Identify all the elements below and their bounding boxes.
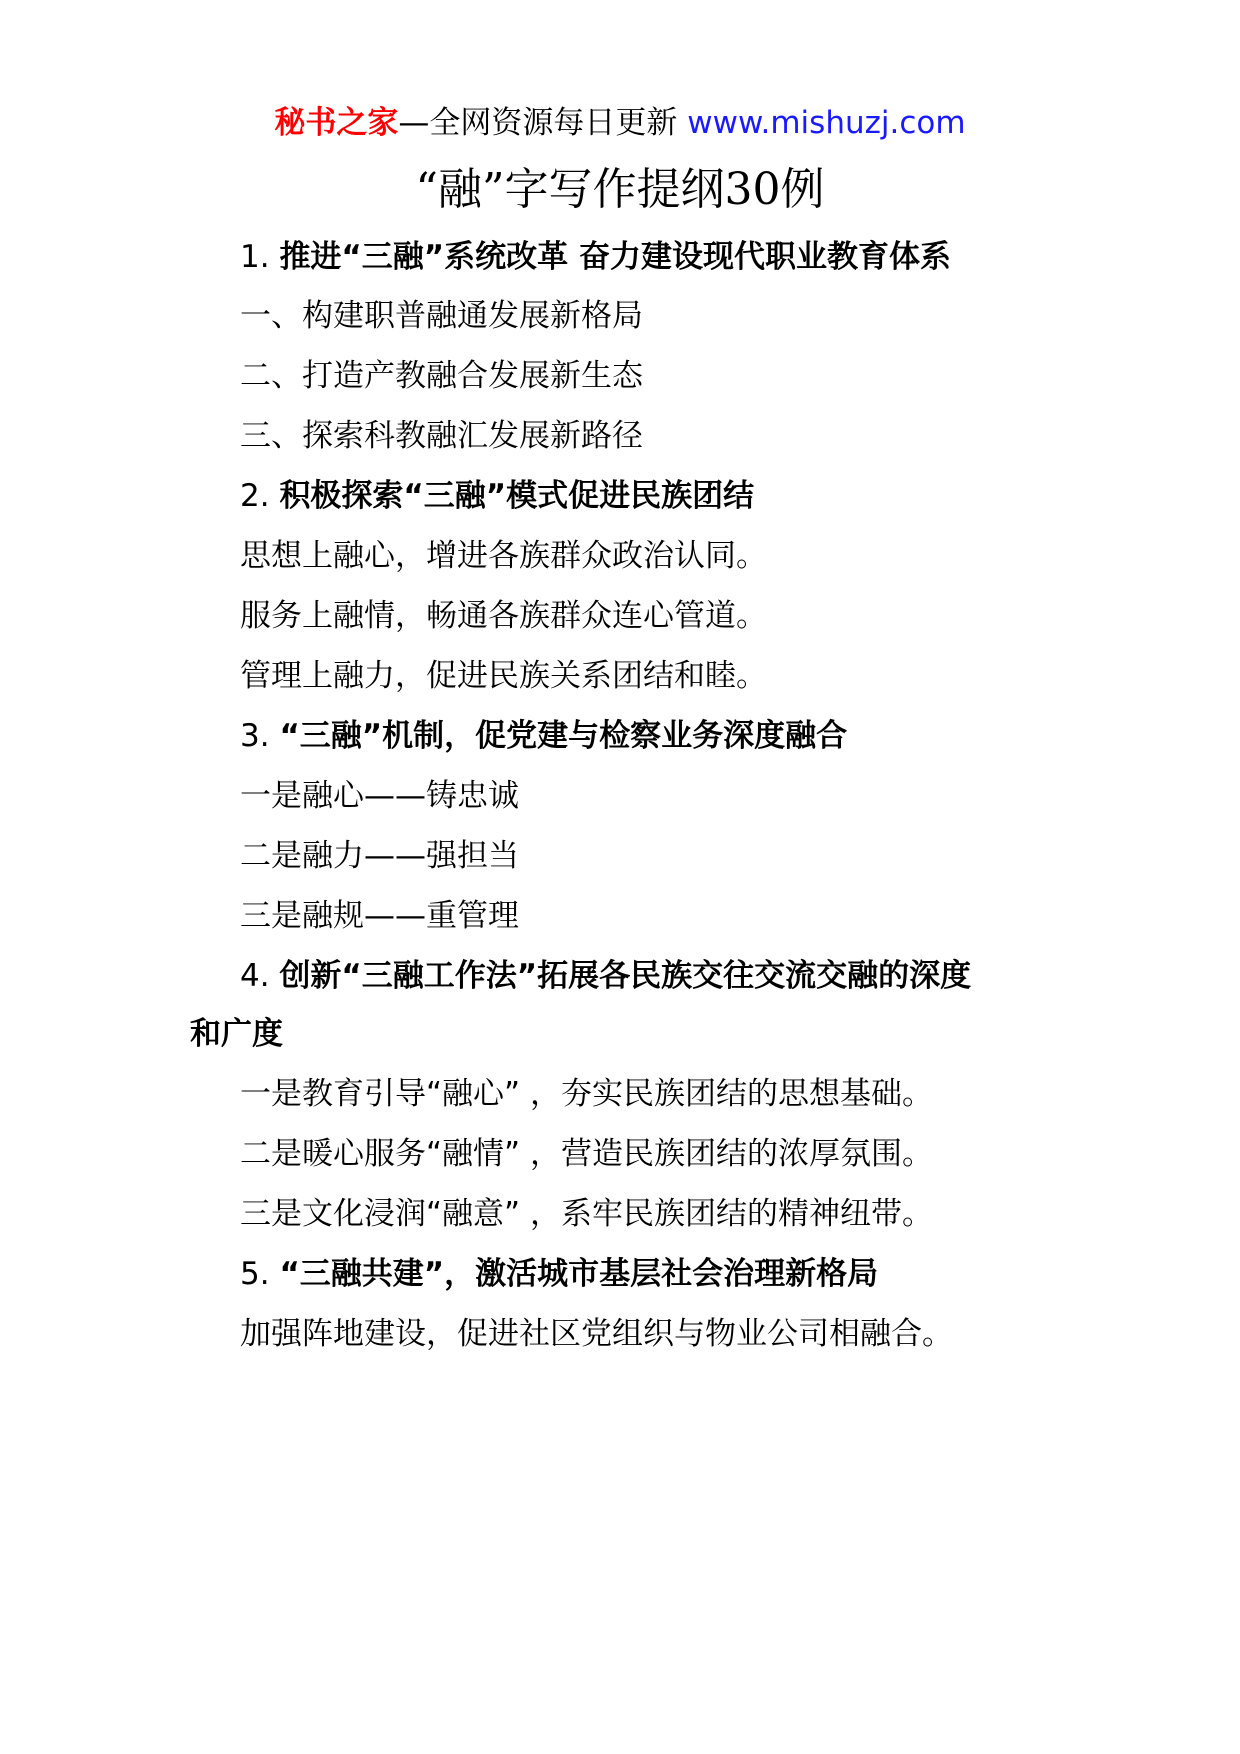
section-heading-text: “三融”机制，促党建与检察业务深度融合 [279,718,848,754]
section-heading-text: “三融共建”，激活城市基层社会治理新格局 [279,1256,879,1292]
section-heading [240,475,754,517]
section-heading-text: 创新“三融工作法”拓展各民族交往交流交融的深度 [279,958,972,994]
list-item: 一是融心——铸忠诚 [240,778,519,814]
section-heading [240,1253,878,1295]
section-number: 4. [240,958,280,994]
list-item: 三是文化浸润“融意” ，系牢民族团结的精神纽带。 [240,1196,933,1232]
list-item: 一、构建职普融通发展新格局 [240,298,643,334]
section-number: 3. [240,718,280,754]
list-item: 服务上融情，畅通各族群众连心管道。 [240,598,767,634]
list-item: 一是教育引导“融心” ，夯实民族团结的思想基础。 [240,1076,933,1112]
list-item: 三是融规——重管理 [240,898,519,934]
section-heading [240,715,847,757]
list-item: 管理上融力，促进民族关系团结和睦。 [240,658,767,694]
section-number: 2. [240,478,280,514]
list-item: 二、打造产教融合发展新生态 [240,358,643,394]
document-title: “融”字写作提纲30例 [415,164,825,215]
section-heading-text: 积极探索“三融”模式促进民族团结 [279,478,755,514]
list-item: 二是融力——强担当 [240,838,519,874]
site-url-link[interactable]: www.mishuzj.com [687,105,966,141]
section-number: 5. [240,1256,280,1292]
section-heading [240,236,951,278]
brand-name: 秘书之家 [274,105,399,141]
section-heading-continuation: 和广度 [190,1016,283,1052]
section-number: 1. [240,239,280,275]
banner-slogan: —全网资源每日更新 [398,105,688,141]
section-heading [240,955,971,997]
list-item: 加强阵地建设，促进社区党组织与物业公司相融合。 [240,1316,953,1352]
list-item: 思想上融心，增进各族群众政治认同。 [240,538,767,574]
section-heading-text: 推进“三融”系统改革 奋力建设现代职业教育体系 [279,239,951,275]
site-banner [0,101,1240,145]
list-item: 三、探索科教融汇发展新路径 [240,418,643,454]
list-item: 二是暖心服务“融情” ，营造民族团结的浓厚氛围。 [240,1136,933,1172]
